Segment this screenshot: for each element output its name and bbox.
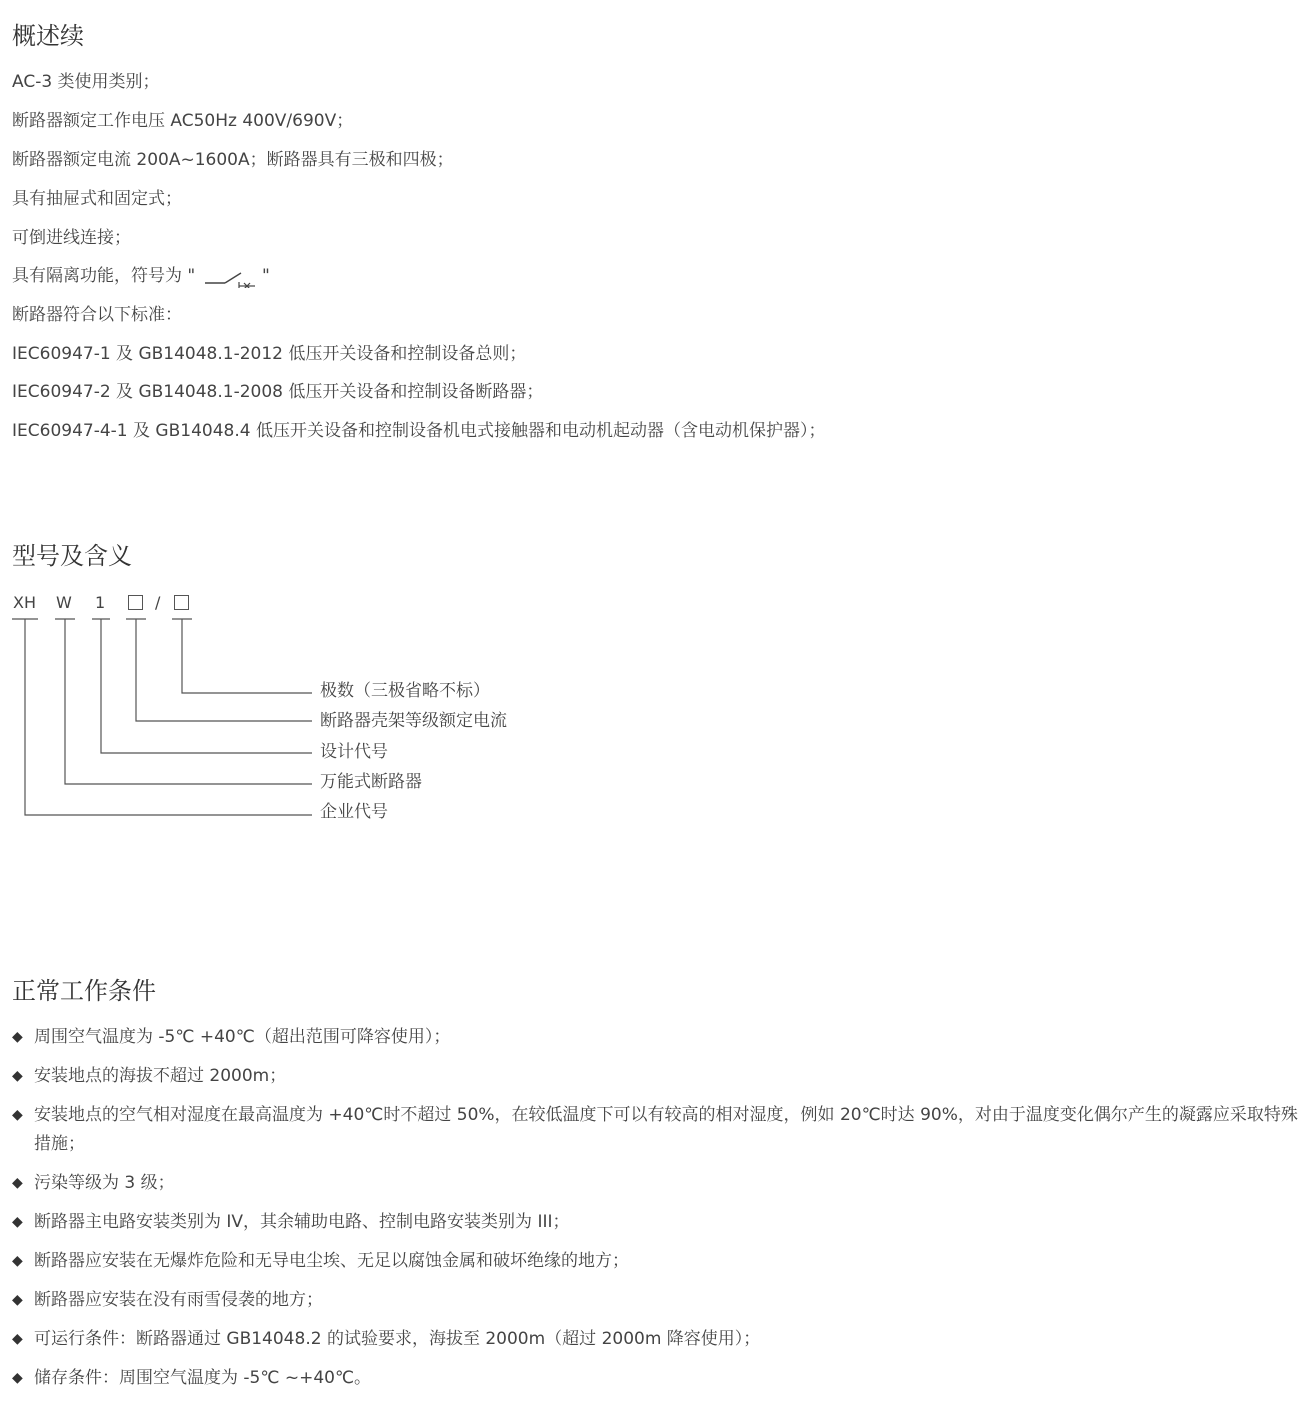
overview-line-9: IEC60947-2 及 GB14048.1-2008 低压开关设备和控制设备断路器； [12,382,544,402]
condition-text: 断路器应安装在没有雨雪侵袭的地方； [34,1290,323,1310]
model-label-design: 设计代号 [320,742,388,762]
condition-item [12,1325,1302,1354]
isolation-close-quote: " [262,266,270,286]
overview-line-3: 断路器额定电流 200A~1600A；断路器具有三极和四极； [12,150,454,170]
model-part-1: 1 [95,593,106,612]
diamond-bullet-icon: ◆ [12,1253,23,1269]
model-label-company: 企业代号 [320,802,388,822]
model-part-w: W [56,593,72,612]
condition-text: 可运行条件：断路器通过 GB14048.2 的试验要求，海拔至 2000m（超过 2000m 降容使用）； [34,1329,761,1349]
condition-text: 安装地点的海拔不超过 2000m； [34,1066,287,1086]
condition-item [12,1023,1302,1052]
diamond-bullet-icon: ◆ [12,1370,23,1386]
model-title: 型号及含义 [12,542,132,570]
conditions-title: 正常工作条件 [12,977,156,1005]
overview-line-2: 断路器额定工作电压 AC50Hz 400V/690V； [12,111,354,131]
isolation-text: 具有隔离功能，符号为 " [12,266,196,286]
condition-item [12,1101,1302,1159]
condition-item [12,1286,1302,1315]
model-label-poles: 极数（三极省略不标） [320,681,490,701]
overview-title: 概述续 [12,22,84,50]
diamond-bullet-icon: ◆ [12,1214,23,1230]
overview-line-8: IEC60947-1 及 GB14048.1-2012 低压开关设备和控制设备总则； [12,344,527,364]
condition-item [12,1364,1302,1393]
condition-item [12,1247,1302,1276]
condition-text: 污染等级为 3 级； [34,1173,175,1193]
overview-line-10: IEC60947-4-1 及 GB14048.4 低压开关设备和控制设备机电式接触器和电动机起动器（含电动机保护器）； [12,421,826,441]
overview-line-5: 可倒进线连接； [12,228,131,248]
diamond-bullet-icon: ◆ [12,1175,23,1191]
diamond-bullet-icon: ◆ [12,1107,23,1123]
model-part-slash: / [155,593,161,612]
diamond-bullet-icon: ◆ [12,1029,23,1045]
diamond-bullet-icon: ◆ [12,1068,23,1084]
condition-item [12,1062,1302,1091]
condition-text: 断路器主电路安装类别为 IV，其余辅助电路、控制电路安装类别为 III； [34,1212,570,1232]
diamond-bullet-icon: ◆ [12,1331,23,1347]
condition-text: 储存条件：周围空气温度为 -5℃ ~+40℃。 [34,1368,372,1388]
condition-text: 安装地点的空气相对湿度在最高温度为 +40℃时不超过 50%，在较低温度下可以有较高的相对湿度，例如 20℃时达 90%，对由于温度变化偶尔产生的凝露应采取特殊措施； [34,1105,1298,1154]
overview-line-4: 具有抽屉式和固定式； [12,189,182,209]
model-part-xh: XH [13,593,36,612]
condition-text: 周围空气温度为 -5℃ +40℃（超出范围可降容使用）； [34,1027,451,1047]
condition-item [12,1169,1302,1198]
model-designation-diagram [0,0,330,830]
model-label-type: 万能式断路器 [320,772,422,792]
overview-line-7: 断路器符合以下标准： [12,305,182,325]
condition-item [12,1208,1302,1237]
condition-text: 断路器应安装在无爆炸危险和无导电尘埃、无足以腐蚀金属和破坏绝缘的地方； [34,1251,629,1271]
model-label-current: 断路器壳架等级额定电流 [320,711,507,731]
diamond-bullet-icon: ◆ [12,1292,23,1308]
overview-line-1: AC-3 类使用类别； [12,72,160,92]
